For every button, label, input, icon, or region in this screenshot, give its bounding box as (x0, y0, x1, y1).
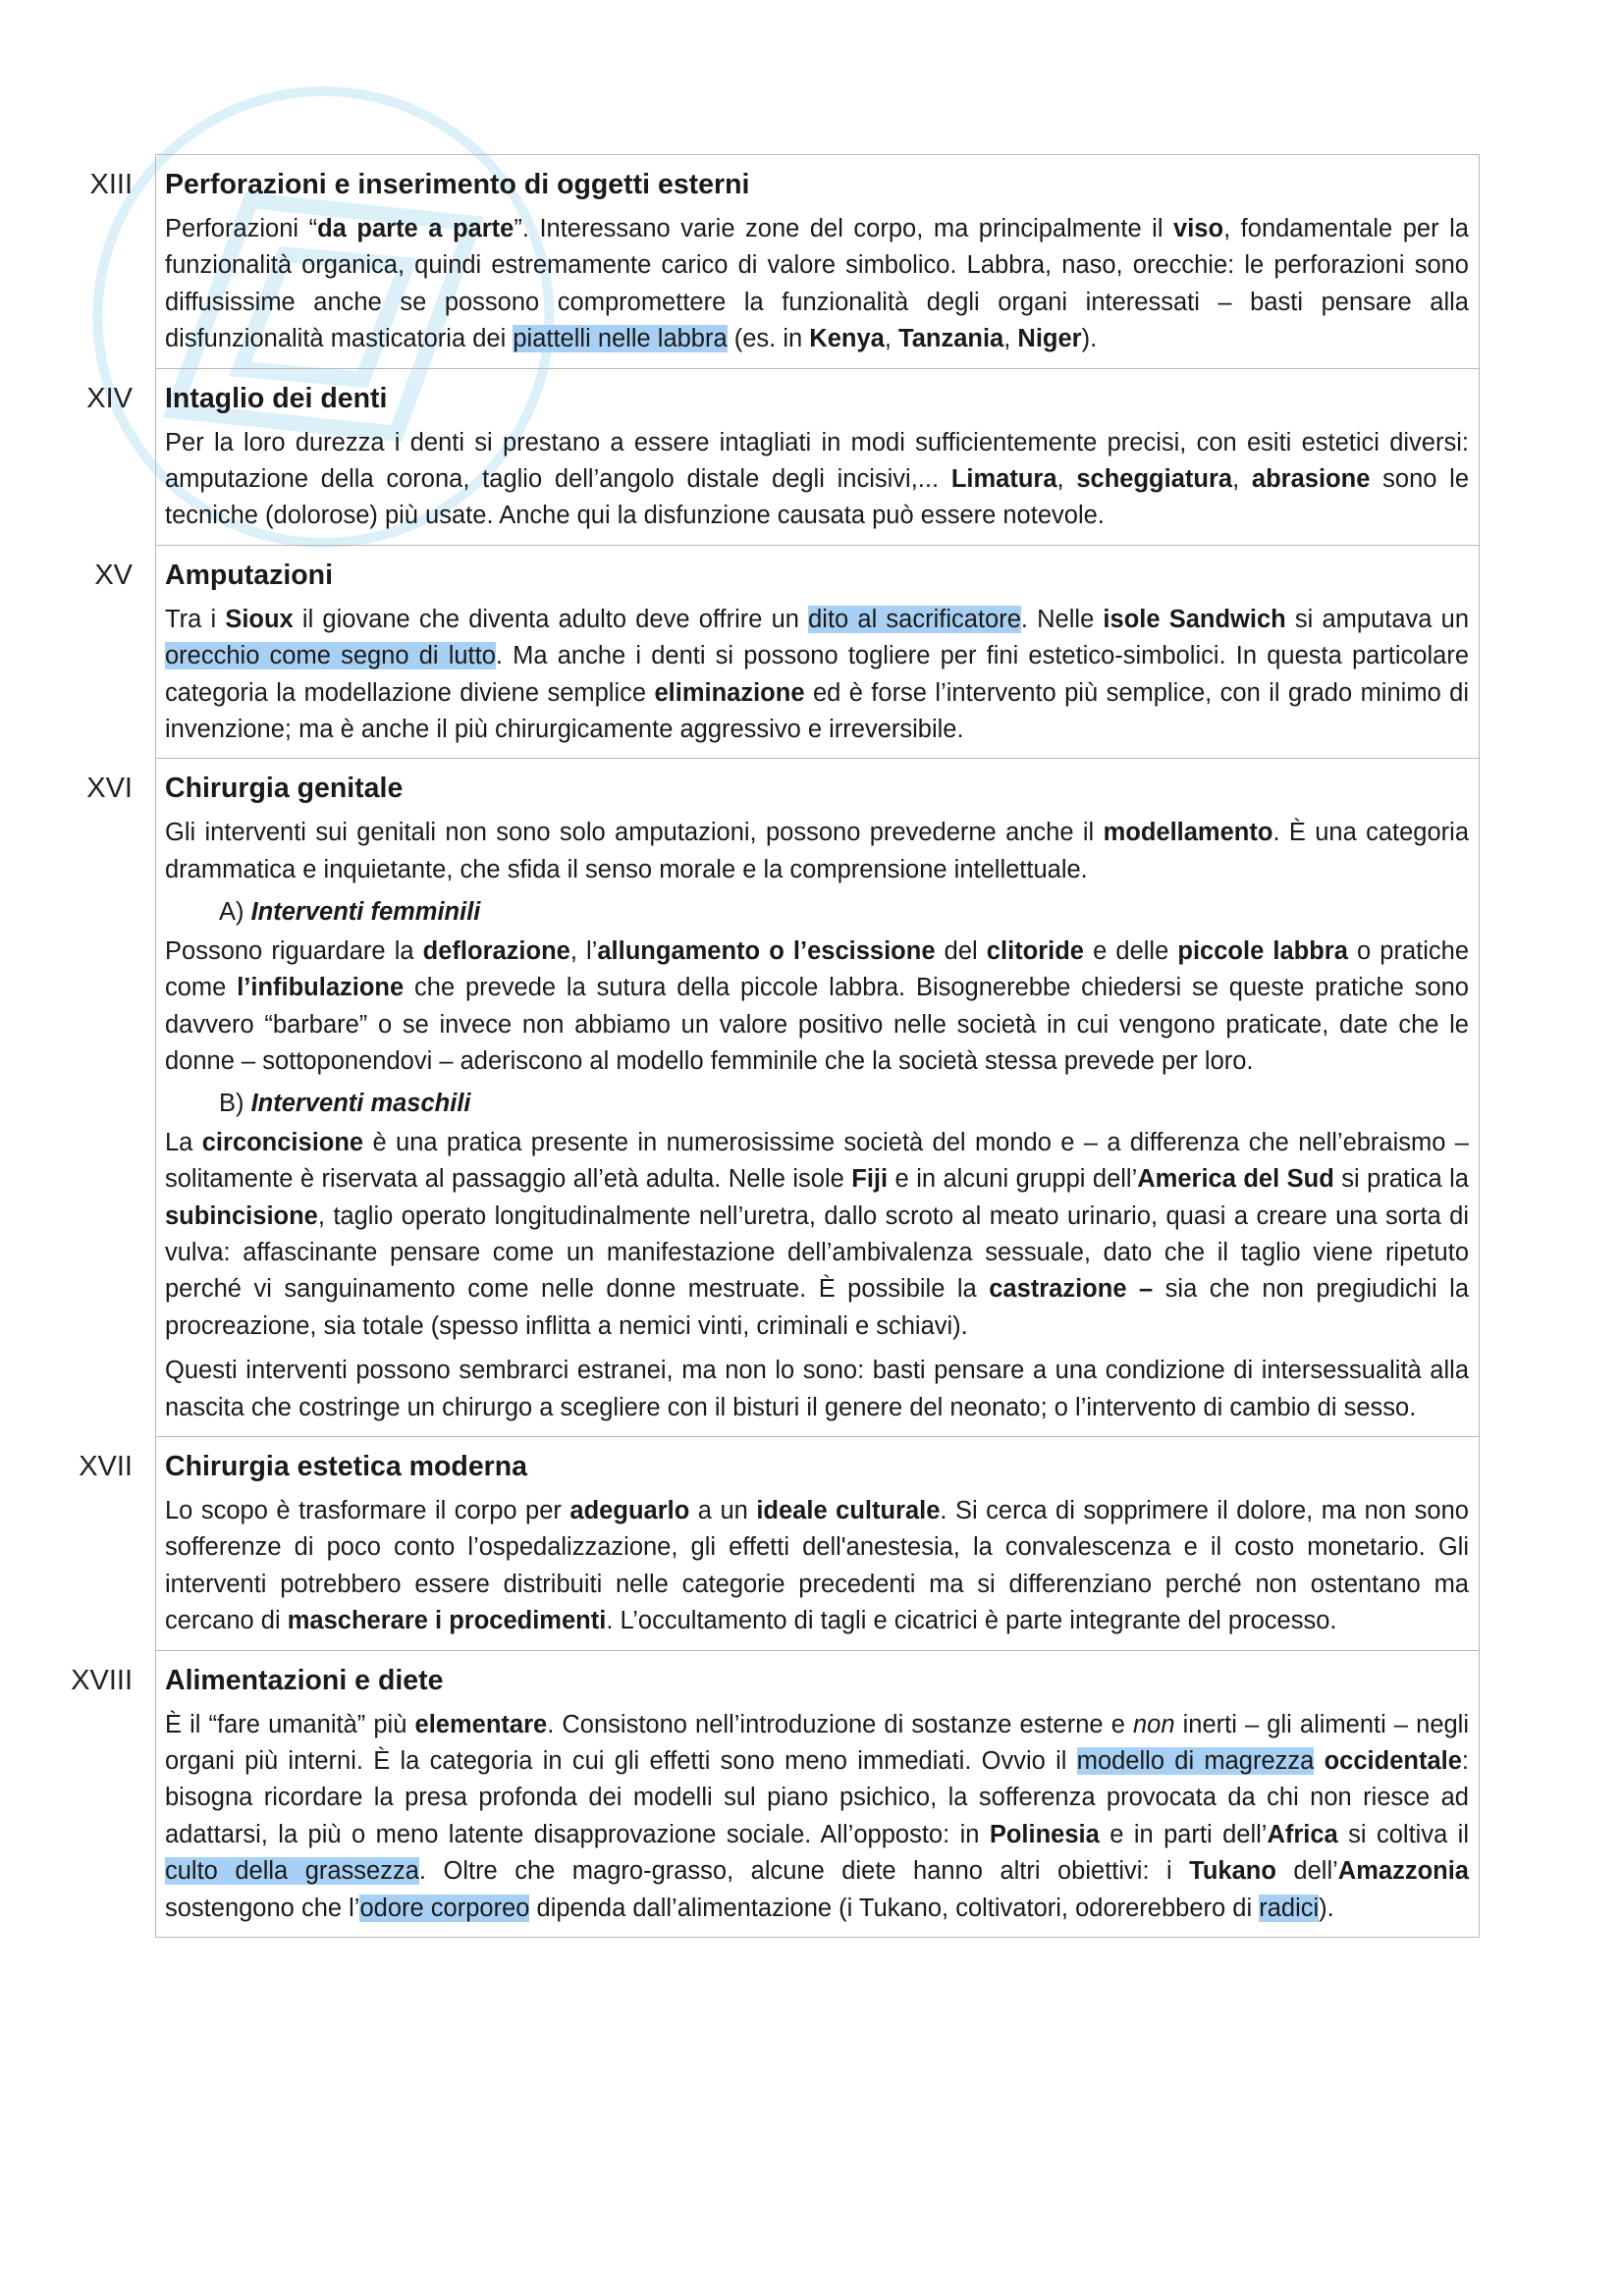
text-run: a un (689, 1496, 757, 1524)
bold-text: Amazzonia (1337, 1857, 1469, 1886)
text-run: Gli interventi sui genitali non sono solo amputazioni, possono prevederne anche il (165, 819, 1104, 847)
text-run: , l’ (569, 936, 598, 965)
bold-text: occidentale (1324, 1747, 1462, 1775)
highlighted-text: piattelli nelle labbra (513, 325, 728, 353)
text-run: ). (1319, 1894, 1334, 1922)
highlighted-text: orecchio come segno di lutto (165, 642, 496, 670)
section-title: Chirurgia genitale (165, 773, 404, 805)
bold-text: da parte a parte (317, 215, 514, 242)
bold-text: Limatura (950, 465, 1057, 494)
subsection-prefix: B) (219, 1090, 251, 1118)
text-run: , taglio operato longitudinalmente nell’uretra, dallo scroto al meato urinario, quasi a creare una sorta di vulva: affascinante pensare come un manifestazione dell’ambivalenza sessuale, dato che il taglio viene ripetuto perché vi sanguinamento come nelle donne mestruate. È possibile la (165, 1201, 1469, 1304)
text-run: La (165, 1128, 202, 1156)
section-paragraph (165, 815, 1469, 888)
section-row (89, 154, 1480, 369)
section-paragraph (165, 934, 1469, 1081)
text-run: Perforazioni “ (165, 215, 318, 242)
highlighted-text: radici (1259, 1894, 1320, 1922)
section-paragraph (165, 1493, 1469, 1640)
section-number: XVIII (71, 1664, 133, 1696)
text-run: Possono riguardare la (165, 936, 423, 965)
text-run: ed è forse l’intervento più semplice, con il grado minimo di invenzione; ma è anche il più chirurgicamente aggressivo e irreversibile. (165, 678, 1470, 744)
section-title: Intaglio dei denti (165, 382, 388, 414)
bold-text: castrazione – (989, 1275, 1154, 1304)
text-run: , (1056, 465, 1077, 494)
text-run: sia che non pregiudichi la procreazione, sia totale (spesso inflitta a nemici vinti, criminali e schiavi). (165, 1275, 1469, 1340)
text-run: . Oltre che magro-grasso, alcune diete hanno altri obiettivi: i (418, 1857, 1190, 1886)
section-paragraph (165, 425, 1469, 535)
section-paragraph (165, 602, 1469, 749)
subsection-label: Interventi femminili (250, 898, 481, 927)
text-run: ). (1081, 325, 1098, 353)
bold-text: piccole labbra (1177, 936, 1348, 965)
bold-text: ideale culturale (756, 1496, 941, 1524)
text-run: e in alcuni gruppi dell’ (888, 1165, 1138, 1194)
bold-text: viso (1173, 215, 1224, 242)
highlighted-text: dito al sacrificatore (808, 605, 1021, 633)
text-run: (es. in (727, 325, 810, 353)
text-run: Questi interventi possono sembrarci estranei, ma non lo sono: basti pensare a una condizione di intersessualità alla nascita che costringe un chirurgo a scegliere con il bisturi il genere del neonato; o l’intervento di cambio di sesso. (165, 1357, 1469, 1421)
bold-text: Fiji (851, 1165, 889, 1194)
text-run: : bisogna ricordare la presa profonda dei modelli sul piano psichico, la sofferenza provocata da chi non riesce ad adattarsi, la più o meno latente disapprovazione sociale. All’opposto: in (165, 1747, 1469, 1848)
section-row (86, 369, 1480, 546)
text-run: , (1003, 325, 1018, 353)
text-run: . È una categoria drammatica e inquietante, che sfida il senso morale e la comprensione intellettuale. (165, 819, 1470, 883)
section-title: Alimentazioni e diete (165, 1664, 444, 1696)
text-run: il giovane che diventa adulto deve offrire un (293, 605, 809, 633)
text-run: , fondamentale per la funzionalità organica, quindi estremamente carico di valore simbolico. Labbra, naso, orecchie: le perforazioni sono diffusissime anche se possono compromettere la funzionalità degli organi interessati – basti pensare alla disfunzionalità masticatoria dei (165, 215, 1469, 353)
section-number: XIII (89, 169, 133, 200)
subsection-heading (219, 894, 1469, 931)
bold-text: allungamento o l’escissione (597, 936, 936, 965)
bold-text: scheggiatura (1076, 465, 1233, 494)
text-run: , (1232, 465, 1252, 494)
text-run: . Si cerca di sopprimere il dolore, ma non sono sofferenze di poco conto l’ospedalizzazione, gli effetti dell'anestesia, la convalescenza e il costo monetario. Gli interventi potrebbero essere distribuiti nelle categorie precedenti ma si differenziano perché non ostentano ma cercano di (165, 1496, 1469, 1635)
text-run: È il “fare umanità” più (165, 1710, 415, 1738)
section-number: XVII (79, 1450, 133, 1482)
section-row (71, 1651, 1480, 1938)
bold-text: America del Sud (1137, 1165, 1334, 1194)
bold-text: abrasione (1251, 465, 1371, 494)
bold-text: adeguarlo (569, 1496, 690, 1524)
sections-table (71, 154, 1480, 1938)
section-paragraph (165, 1707, 1469, 1927)
text-run: è una pratica presente in numerosissime società del mondo e – a differenza che nell’ebraismo – solitamente è riservata al passaggio all’età adulta. Nelle isole (165, 1128, 1469, 1194)
text-run: dell’ (1275, 1857, 1338, 1886)
section-title: Perforazioni e inserimento di oggetti esterni (165, 169, 750, 200)
highlighted-text: modello di magrezza (1076, 1747, 1315, 1775)
bold-text: l’infibulazione (237, 974, 405, 1002)
bold-text: clitoride (986, 936, 1084, 965)
bold-text: Kenya (809, 325, 885, 353)
bold-text: modellamento (1103, 819, 1273, 847)
section-number: XVI (86, 773, 133, 805)
bold-text: eliminazione (654, 678, 805, 707)
text-run: Lo scopo è trasformare il corpo per (165, 1496, 570, 1524)
text-run: . L’occultamento di tagli e cicatrici è parte integrante del processo. (606, 1607, 1337, 1635)
bold-text: deflorazione (422, 936, 570, 965)
text-run: si amputava un (1285, 605, 1470, 633)
section-number: XV (94, 559, 133, 591)
text-run: , (884, 325, 899, 353)
text-run: del (935, 936, 987, 965)
section-row (79, 1437, 1480, 1651)
bold-text: circoncisione (201, 1128, 364, 1156)
section-title: Chirurgia estetica moderna (165, 1450, 528, 1482)
text-run: ”. Interessano varie zone del corpo, ma principalmente il (514, 215, 1174, 242)
text-run: sostengono che l’ (165, 1894, 360, 1922)
text-run: e delle (1083, 936, 1178, 965)
subsection-label: Interventi maschili (250, 1090, 471, 1118)
italic-text: non (1132, 1710, 1175, 1738)
text-run: . Ma anche i denti si possono togliere per fini estetico-simbolici. In questa particolare categoria la modellazione diviene semplice (165, 642, 1469, 707)
bold-text: Africa (1267, 1820, 1338, 1848)
section-row (86, 759, 1480, 1437)
text-run: si pratica la (1333, 1165, 1469, 1194)
bold-text: subincisione (165, 1201, 318, 1230)
text-run (1314, 1747, 1324, 1775)
text-run: . Nelle (1020, 605, 1104, 633)
bold-text: elementare (414, 1710, 548, 1738)
bold-text: isole Sandwich (1103, 605, 1286, 633)
bold-text: Niger (1017, 325, 1082, 353)
text-run: si coltiva il (1337, 1820, 1469, 1848)
highlighted-text: culto della grassezza (165, 1857, 419, 1886)
section-number: XIV (86, 382, 133, 414)
text-run: e in parti dell’ (1099, 1820, 1268, 1848)
bold-text: Polinesia (989, 1820, 1100, 1848)
bold-text: Sioux (225, 605, 294, 633)
text-run: . Consistono nell’introduzione di sostanze esterne e (547, 1710, 1133, 1738)
section-paragraph (165, 1125, 1469, 1345)
text-run: Tra i (165, 605, 226, 633)
text-run: Per la loro durezza i denti si prestano a essere intagliati in modi sufficientemente precisi, con esiti estetici diversi: amputazione della corona, taglio dell’angolo distale degli incisivi,... (165, 428, 1469, 494)
subsection-heading (219, 1086, 1469, 1122)
section-title: Amputazioni (165, 559, 333, 591)
section-paragraph (165, 211, 1469, 358)
section-row (94, 546, 1480, 760)
text-run: dipenda dall’alimentazione (i Tukano, coltivatori, odorerebbero di (529, 1894, 1260, 1922)
bold-text: Tanzania (898, 325, 1004, 353)
highlighted-text: odore corporeo (359, 1894, 530, 1922)
subsection-prefix: A) (219, 898, 251, 927)
text-run: che prevede la sutura della piccole labbra. Bisognerebbe chiedersi se queste pratiche sono davvero “barbare” o se invece non abbiamo un valore positivo nelle società in cui vengono praticate, date che le donne – sottoponendovi – aderiscono al modello femminile che la società stessa prevede per loro. (165, 974, 1469, 1075)
bold-text: Tukano (1189, 1857, 1276, 1886)
text-run: o pratiche come (165, 936, 1470, 1002)
section-paragraph (165, 1353, 1469, 1426)
text-run: sono le tecniche (dolorose) più usate. Anche qui la disfunzione causata può essere notevole. (165, 465, 1470, 530)
bold-text: mascherare i procedimenti (287, 1607, 607, 1635)
text-run: inerti – gli alimenti – negli organi più interni. È la categoria in cui gli effetti sono meno immediati. Ovvio il (165, 1710, 1470, 1775)
